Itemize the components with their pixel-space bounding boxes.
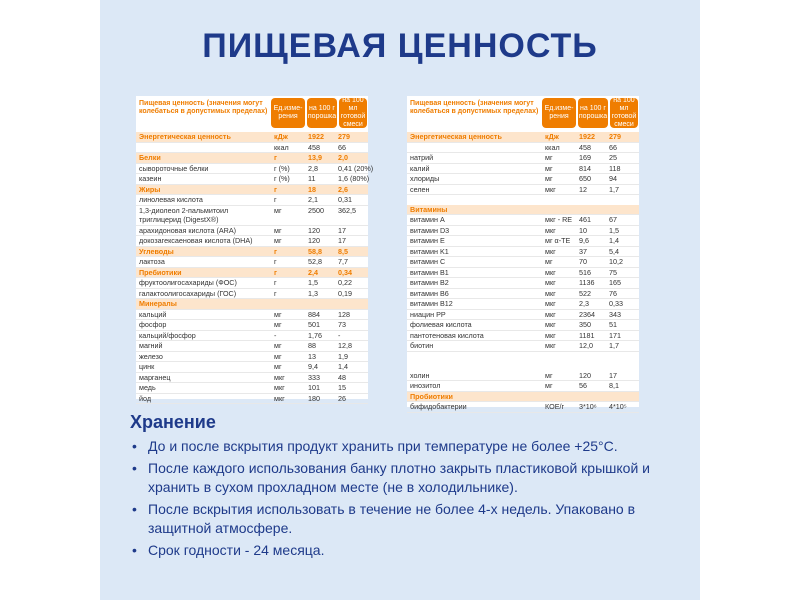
cell-per-100ml: 76 xyxy=(609,288,617,298)
table-body xyxy=(407,132,639,413)
table-header xyxy=(136,96,368,132)
table-row xyxy=(136,289,368,300)
cell-per-100ml: 2,6 xyxy=(338,184,348,194)
cell-name: Жиры xyxy=(139,184,161,194)
cell-unit: кДж xyxy=(274,132,288,141)
table-row xyxy=(136,206,368,226)
cell-per-100g: 461 xyxy=(579,215,591,224)
cell-name: витамин B12 xyxy=(410,299,453,308)
table-row xyxy=(407,174,639,185)
cell-per-100ml: 1,5 xyxy=(609,225,619,235)
table-row xyxy=(136,320,368,331)
cell-per-100ml: 279 xyxy=(338,132,350,141)
cell-per-100g: 12,0 xyxy=(579,341,593,350)
cell-unit: г xyxy=(274,195,277,204)
bullet-icon: • xyxy=(132,460,137,476)
cell-per-100ml: 51 xyxy=(609,320,617,329)
storage-item xyxy=(130,500,690,538)
cell-unit: мкг xyxy=(545,246,556,256)
cell-name: кальций/фосфор xyxy=(139,330,196,340)
cell-per-100ml: 5,4 xyxy=(609,246,619,256)
table-row xyxy=(407,247,639,258)
cell-name: витамин B1 xyxy=(410,267,449,277)
cell-per-100g: 2364 xyxy=(579,309,595,319)
nutrition-table-right xyxy=(407,96,639,411)
table-row xyxy=(407,268,639,279)
cell-per-100ml: 17 xyxy=(338,225,346,235)
cell-per-100ml: 0,19 xyxy=(338,288,352,298)
cell-name: витамин E xyxy=(410,236,445,245)
cell-per-100ml: 1,4 xyxy=(338,362,348,371)
table-row xyxy=(407,299,639,310)
cell-unit: мкг xyxy=(545,341,556,350)
table-row xyxy=(136,236,368,247)
table-row xyxy=(407,352,639,362)
cell-name: ниацин PP xyxy=(410,309,446,319)
table-row xyxy=(407,371,639,382)
header-per-100g: на 100 г порошка xyxy=(578,98,608,128)
cell-name: сывороточные белки xyxy=(139,163,209,173)
table-row xyxy=(136,373,368,384)
table-section-row xyxy=(136,299,368,310)
table-row xyxy=(407,257,639,268)
cell-per-100g: 1,76 xyxy=(308,330,322,340)
cell-name: витамин K1 xyxy=(410,246,449,256)
cell-per-100g: 9,6 xyxy=(579,236,589,245)
storage-list xyxy=(130,437,690,560)
cell-per-100g: 52,8 xyxy=(308,257,322,266)
cell-per-100ml: 362,5 xyxy=(338,205,356,215)
table-row xyxy=(136,226,368,237)
cell-per-100g: 458 xyxy=(308,142,320,152)
cell-name: бифидобактерии xyxy=(410,402,467,411)
header-unit: Ед.изме-рения xyxy=(271,98,305,128)
cell-name: натрий xyxy=(410,153,434,162)
cell-per-100g: 37 xyxy=(579,246,587,256)
cell-name: селен xyxy=(410,184,430,194)
cell-per-100g: 1,5 xyxy=(308,278,318,287)
cell-unit: мкг xyxy=(545,225,556,235)
table-row xyxy=(407,153,639,164)
cell-per-100g: 10 xyxy=(579,225,587,235)
table-section-row xyxy=(136,132,368,143)
cell-unit: мкг xyxy=(274,393,285,403)
cell-name: Витамины xyxy=(410,204,448,214)
cell-per-100g: 1922 xyxy=(308,132,324,141)
cell-per-100g: 18 xyxy=(308,184,316,194)
cell-name: медь xyxy=(139,383,156,392)
cell-unit: мг xyxy=(545,174,553,183)
table-row xyxy=(407,331,639,342)
table-row xyxy=(407,143,639,154)
cell-per-100g: 2500 xyxy=(308,205,324,215)
bullet-icon: • xyxy=(132,438,137,454)
cell-unit: мкг xyxy=(545,288,556,298)
cell-per-100ml: 48 xyxy=(338,372,346,382)
table-row xyxy=(136,331,368,342)
cell-per-100g: 1,3 xyxy=(308,288,318,298)
cell-unit: мг xyxy=(274,362,282,371)
cell-unit: мкг xyxy=(545,330,556,340)
table-row xyxy=(407,226,639,237)
table-row xyxy=(136,257,368,268)
cell-unit: - xyxy=(274,330,277,340)
cell-name: фосфор xyxy=(139,320,167,329)
table-row xyxy=(407,381,639,392)
cell-name: линолевая кислота xyxy=(139,195,203,204)
storage-heading: Хранение xyxy=(130,412,216,432)
cell-name: биотин xyxy=(410,341,434,350)
cell-unit: г xyxy=(274,288,277,298)
cell-name: Энергетическая ценность xyxy=(139,132,231,141)
cell-name: цинк xyxy=(139,362,155,371)
content-panel xyxy=(100,0,700,600)
cell-per-100ml: 4*10⁵ xyxy=(609,402,627,411)
cell-per-100ml: 26 xyxy=(338,393,346,403)
table-row xyxy=(407,278,639,289)
cell-per-100g: 1922 xyxy=(579,132,595,141)
cell-per-100g: 180 xyxy=(308,393,320,403)
cell-per-100ml: 67 xyxy=(609,215,617,224)
cell-unit: г (%) xyxy=(274,163,290,173)
table-row xyxy=(136,143,368,154)
cell-unit: г xyxy=(274,267,277,277)
cell-name: йод xyxy=(139,393,152,403)
cell-per-100g: 88 xyxy=(308,341,316,350)
table-row xyxy=(407,164,639,175)
cell-unit: мкг xyxy=(545,278,556,287)
cell-unit: мкг xyxy=(274,372,285,382)
cell-per-100g: 12 xyxy=(579,184,587,194)
cell-name: кальций xyxy=(139,309,167,319)
cell-unit: мг xyxy=(274,205,282,215)
cell-name: витамин B6 xyxy=(410,288,449,298)
cell-unit: г (%) xyxy=(274,174,290,183)
table-row xyxy=(136,362,368,373)
cell-per-100ml: 1,6 (80%) xyxy=(338,174,370,183)
cell-name: Белки xyxy=(139,153,161,162)
cell-per-100ml: 25 xyxy=(609,153,617,162)
cell-per-100g: 350 xyxy=(579,320,591,329)
storage-section xyxy=(130,412,690,563)
cell-per-100g: 516 xyxy=(579,267,591,277)
cell-per-100g: 333 xyxy=(308,372,320,382)
cell-per-100ml: 343 xyxy=(609,309,621,319)
cell-unit: мг xyxy=(545,381,553,390)
cell-per-100g: 650 xyxy=(579,174,591,183)
cell-per-100g: 58,8 xyxy=(308,246,322,256)
cell-unit: г xyxy=(274,184,277,194)
cell-per-100g: 884 xyxy=(308,309,320,319)
table-row xyxy=(407,402,639,413)
cell-unit: мг xyxy=(274,236,282,245)
cell-per-100g: 101 xyxy=(308,383,320,392)
cell-unit: мг xyxy=(545,153,553,162)
cell-unit: мг α-TE xyxy=(545,236,571,245)
table-section-row xyxy=(407,132,639,143)
table-row xyxy=(136,352,368,363)
cell-unit: мкг xyxy=(545,320,556,329)
cell-name: холин xyxy=(410,370,430,380)
header-name: Пищевая ценность (значения могут колебаться в допустимых пределах) xyxy=(410,100,539,115)
cell-per-100g: 814 xyxy=(579,163,591,173)
cell-unit: мг xyxy=(274,309,282,319)
cell-unit: мг xyxy=(274,351,282,361)
cell-per-100g: 13 xyxy=(308,351,316,361)
cell-name: марганец xyxy=(139,372,171,382)
storage-item-text: Срок годности - 24 месяца. xyxy=(148,542,325,558)
storage-item-text: До и после вскрытия продукт хранить при температуре не более +25°С. xyxy=(148,438,618,454)
cell-per-100g: 1136 xyxy=(579,278,595,287)
cell-unit: КОЕ/г xyxy=(545,402,565,411)
cell-per-100ml: 128 xyxy=(338,309,350,319)
header-per-100ml: на 100 мл готовой смеси xyxy=(340,97,366,128)
cell-name: Минералы xyxy=(139,299,177,308)
cell-per-100g: 56 xyxy=(579,381,587,390)
cell-per-100ml: 94 xyxy=(609,174,617,183)
cell-per-100ml: 0,31 xyxy=(338,195,352,204)
cell-per-100g: 1181 xyxy=(579,330,595,340)
header-per-100ml: на 100 мл готовой смеси xyxy=(611,97,637,128)
storage-item xyxy=(130,459,690,497)
cell-name: арахидоновая кислота (ARA) xyxy=(139,225,237,235)
cell-per-100ml: 2,0 xyxy=(338,153,348,162)
cell-per-100g: 2,4 xyxy=(308,267,318,277)
cell-name: пантотеновая кислота xyxy=(410,330,484,340)
storage-item-text: После вскрытия использовать в течение не более 4-х недель. Упаковано в защитной атмосфере. xyxy=(148,501,636,536)
table-header xyxy=(407,96,639,132)
table-section-row xyxy=(136,268,368,279)
cell-per-100ml: 0,22 xyxy=(338,278,352,287)
cell-name: докозагексаеновая кислота (DHA) xyxy=(139,236,253,245)
storage-item xyxy=(130,437,690,456)
table-row xyxy=(136,310,368,321)
table-row xyxy=(136,163,374,175)
table-row xyxy=(136,394,368,405)
cell-per-100ml: 17 xyxy=(338,236,346,245)
cell-per-100ml: 1,7 xyxy=(609,341,619,350)
cell-per-100g: 120 xyxy=(308,225,320,235)
cell-per-100g: 2,1 xyxy=(308,195,318,204)
cell-per-100ml: - xyxy=(338,330,341,340)
cell-name: лактоза xyxy=(139,257,165,266)
table-row xyxy=(407,195,639,205)
cell-per-100g: 120 xyxy=(579,370,591,380)
table-row xyxy=(136,383,368,394)
cell-per-100ml: 73 xyxy=(338,320,346,329)
table-row xyxy=(407,289,639,300)
cell-name: 1,3-диолеол 2-пальмитоил триглицерид (DigestX®) xyxy=(139,205,229,224)
cell-name: калий xyxy=(410,163,430,173)
table-row xyxy=(136,341,368,352)
cell-unit: ккал xyxy=(545,142,560,152)
cell-per-100ml: 0,34 xyxy=(338,267,352,277)
cell-unit: мкг xyxy=(545,299,556,308)
cell-name: инозитол xyxy=(410,381,441,390)
cell-per-100g: 11 xyxy=(308,174,316,183)
cell-name: витамин C xyxy=(410,257,446,266)
storage-item-text: После каждого использования банку плотно закрыть пластиковой крышкой и хранить в сухом прохладном месте (не в холодильнике). xyxy=(148,460,650,495)
cell-unit: г xyxy=(274,153,277,162)
cell-unit: мг xyxy=(545,163,553,173)
cell-name: Пребиотики xyxy=(139,267,182,277)
table-row xyxy=(407,341,639,352)
cell-per-100ml: 8,5 xyxy=(338,246,348,256)
nutrition-table-left xyxy=(136,96,374,403)
cell-name: витамин А xyxy=(410,215,445,224)
table-row xyxy=(407,320,639,331)
cell-per-100ml: 75 xyxy=(609,267,617,277)
cell-per-100ml: 165 xyxy=(609,278,621,287)
table-row xyxy=(136,278,368,289)
cell-unit: мкг xyxy=(274,383,285,392)
bullet-icon: • xyxy=(132,501,137,517)
cell-name: витамин B2 xyxy=(410,278,449,287)
table-row xyxy=(407,310,639,321)
cell-per-100g: 13,9 xyxy=(308,153,322,162)
cell-per-100g: 169 xyxy=(579,153,591,162)
table-row xyxy=(136,195,368,206)
cell-name: Пробиотики xyxy=(410,391,453,401)
cell-unit: г xyxy=(274,278,277,287)
cell-unit: мкг xyxy=(545,184,556,194)
cell-name: хлориды xyxy=(410,174,440,183)
cell-name: фолиевая кислота xyxy=(410,320,472,329)
table-row xyxy=(407,215,639,226)
table-row xyxy=(407,236,639,247)
cell-name: фруктоолигосахариды (ФОС) xyxy=(139,278,237,287)
page-title: ПИЩЕВАЯ ЦЕННОСТЬ xyxy=(202,27,598,65)
header-per-100g: на 100 г порошка xyxy=(307,98,337,128)
cell-unit: мг xyxy=(274,341,282,350)
cell-name: Энергетическая ценность xyxy=(410,132,502,141)
cell-per-100g: 501 xyxy=(308,320,320,329)
header-unit: Ед.изме-рения xyxy=(542,98,576,128)
table-section-row xyxy=(407,392,639,403)
cell-per-100ml: 1,7 xyxy=(609,184,619,194)
cell-unit: кДж xyxy=(545,132,559,141)
cell-per-100ml: 279 xyxy=(609,132,621,141)
cell-name: магний xyxy=(139,341,163,350)
cell-per-100ml: 8,1 xyxy=(609,381,619,390)
cell-per-100ml: 66 xyxy=(338,142,346,152)
table-section-row xyxy=(136,185,368,196)
cell-unit: мг xyxy=(545,257,553,266)
cell-unit: мг xyxy=(274,320,282,329)
cell-unit: мг xyxy=(545,370,553,380)
cell-per-100g: 9,4 xyxy=(308,362,318,371)
cell-per-100g: 2,8 xyxy=(308,163,318,173)
storage-item xyxy=(130,541,690,560)
cell-per-100ml: 171 xyxy=(609,330,621,340)
cell-per-100ml: 10,2 xyxy=(609,257,623,266)
table-row xyxy=(407,361,639,371)
table-section-row xyxy=(407,205,639,216)
cell-unit: мкг - RE xyxy=(545,215,573,224)
cell-name: витамин D3 xyxy=(410,225,450,235)
table-section-row xyxy=(136,247,368,258)
bullet-icon: • xyxy=(132,542,137,558)
cell-per-100ml: 7,7 xyxy=(338,257,348,266)
cell-per-100ml: 66 xyxy=(609,142,617,152)
cell-per-100ml: 17 xyxy=(609,370,617,380)
cell-per-100g: 70 xyxy=(579,257,587,266)
cell-unit: г xyxy=(274,246,277,256)
header-name: Пищевая ценность (значения могут колебаться в допустимых пределах) xyxy=(139,100,268,115)
cell-per-100ml: 15 xyxy=(338,383,346,392)
table-body xyxy=(136,132,374,404)
cell-per-100ml: 0,41 (20%) xyxy=(338,163,374,173)
cell-unit: ккал xyxy=(274,142,289,152)
cell-per-100g: 3*10⁶ xyxy=(579,402,597,411)
cell-unit: г xyxy=(274,257,277,266)
cell-unit: мг xyxy=(274,225,282,235)
table-row xyxy=(407,185,639,196)
cell-unit: мкг xyxy=(545,309,556,319)
cell-per-100ml: 0,33 xyxy=(609,299,623,308)
cell-per-100g: 2,3 xyxy=(579,299,589,308)
cell-name: галактоолигосахариды (ГОС) xyxy=(139,288,237,298)
cell-per-100ml: 118 xyxy=(609,163,621,173)
cell-per-100ml: 1,4 xyxy=(609,236,619,245)
cell-name: казеин xyxy=(139,174,162,183)
table-section-row xyxy=(136,153,368,164)
cell-per-100g: 458 xyxy=(579,142,591,152)
cell-per-100g: 120 xyxy=(308,236,320,245)
cell-per-100g: 522 xyxy=(579,288,591,298)
cell-name: Углеводы xyxy=(139,246,174,256)
cell-per-100ml: 1,9 xyxy=(338,351,348,361)
cell-name: железо xyxy=(139,351,163,361)
table-row xyxy=(136,174,368,185)
cell-per-100ml: 12,8 xyxy=(338,341,352,350)
cell-unit: мкг xyxy=(545,267,556,277)
